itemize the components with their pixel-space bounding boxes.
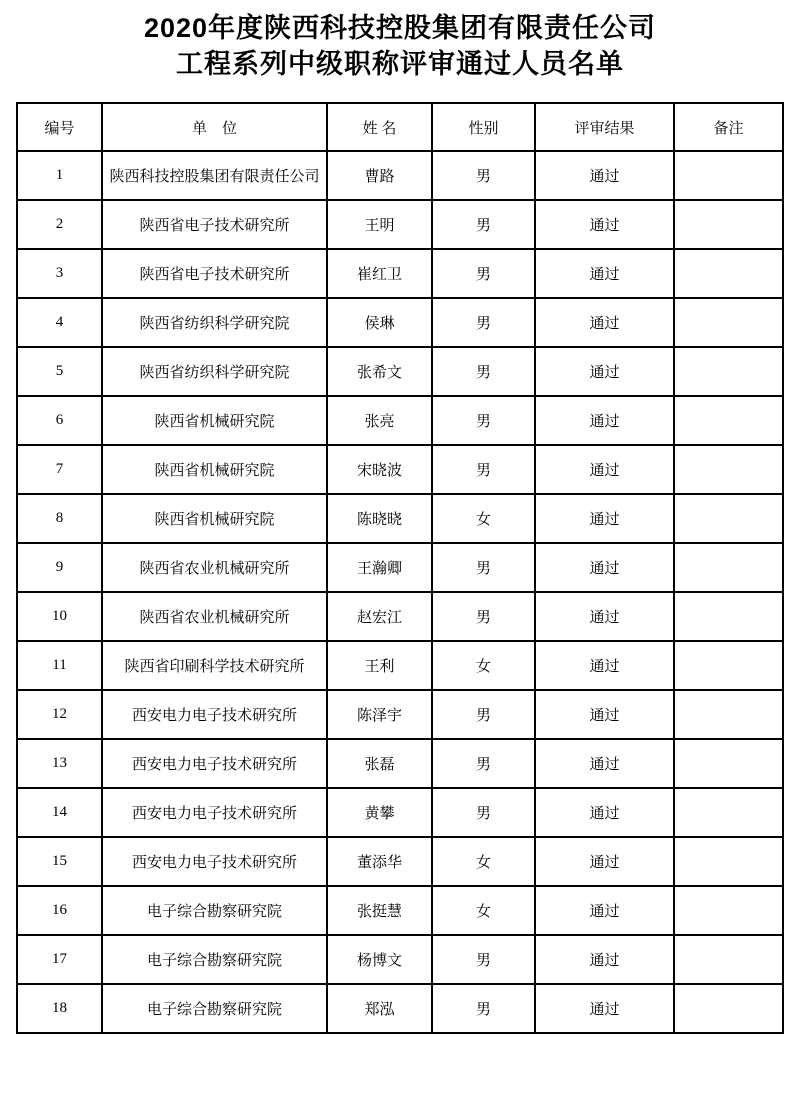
cell-no: 9 (17, 543, 102, 592)
cell-result: 通过 (535, 298, 674, 347)
cell-name: 宋晓波 (327, 445, 432, 494)
cell-unit: 陕西省农业机械研究所 (102, 543, 327, 592)
cell-remark (674, 592, 783, 641)
cell-unit: 西安电力电子技术研究所 (102, 837, 327, 886)
cell-remark (674, 543, 783, 592)
cell-no: 2 (17, 200, 102, 249)
cell-remark (674, 494, 783, 543)
cell-name: 王明 (327, 200, 432, 249)
cell-gender: 男 (432, 739, 535, 788)
cell-unit: 陕西省电子技术研究所 (102, 249, 327, 298)
cell-name: 崔红卫 (327, 249, 432, 298)
header-cell-remark: 备注 (674, 103, 783, 151)
cell-gender: 男 (432, 445, 535, 494)
table-row (17, 151, 783, 200)
table-row (17, 200, 783, 249)
cell-no: 3 (17, 249, 102, 298)
header-row (17, 103, 783, 151)
cell-name: 张挺慧 (327, 886, 432, 935)
cell-gender: 男 (432, 396, 535, 445)
cell-gender: 男 (432, 788, 535, 837)
cell-result: 通过 (535, 494, 674, 543)
cell-no: 14 (17, 788, 102, 837)
cell-result: 通过 (535, 935, 674, 984)
cell-gender: 女 (432, 494, 535, 543)
page-title-line2: 工程系列中级职称评审通过人员名单 (176, 49, 624, 79)
cell-remark (674, 837, 783, 886)
table-row (17, 886, 783, 935)
header-cell-name: 姓 名 (327, 103, 432, 151)
cell-name: 张磊 (327, 739, 432, 788)
cell-remark (674, 788, 783, 837)
cell-result: 通过 (535, 837, 674, 886)
cell-unit: 电子综合勘察研究院 (102, 886, 327, 935)
cell-gender: 男 (432, 151, 535, 200)
cell-name: 郑泓 (327, 984, 432, 1033)
cell-unit: 陕西省纺织科学研究院 (102, 347, 327, 396)
cell-gender: 男 (432, 200, 535, 249)
header-cell-unit: 单 位 (102, 103, 327, 151)
table-row (17, 249, 783, 298)
cell-unit: 陕西省机械研究院 (102, 445, 327, 494)
personnel-table (16, 102, 784, 1034)
cell-no: 16 (17, 886, 102, 935)
cell-gender: 男 (432, 984, 535, 1033)
table-row (17, 543, 783, 592)
cell-result: 通过 (535, 200, 674, 249)
cell-result: 通过 (535, 249, 674, 298)
cell-gender: 男 (432, 690, 535, 739)
cell-unit: 电子综合勘察研究院 (102, 935, 327, 984)
cell-name: 陈泽宇 (327, 690, 432, 739)
cell-unit: 西安电力电子技术研究所 (102, 788, 327, 837)
cell-remark (674, 298, 783, 347)
cell-gender: 男 (432, 592, 535, 641)
cell-remark (674, 200, 783, 249)
table-row (17, 494, 783, 543)
table-row (17, 298, 783, 347)
cell-no: 4 (17, 298, 102, 347)
cell-no: 15 (17, 837, 102, 886)
cell-unit: 陕西省机械研究院 (102, 396, 327, 445)
cell-gender: 男 (432, 935, 535, 984)
cell-remark (674, 935, 783, 984)
table-row (17, 984, 783, 1033)
cell-remark (674, 739, 783, 788)
cell-unit: 陕西省机械研究院 (102, 494, 327, 543)
cell-result: 通过 (535, 543, 674, 592)
cell-result: 通过 (535, 347, 674, 396)
cell-name: 董添华 (327, 837, 432, 886)
cell-unit: 陕西省电子技术研究所 (102, 200, 327, 249)
cell-remark (674, 641, 783, 690)
cell-no: 6 (17, 396, 102, 445)
cell-result: 通过 (535, 690, 674, 739)
cell-result: 通过 (535, 151, 674, 200)
cell-gender: 男 (432, 543, 535, 592)
page-title-line1: 2020年度陕西科技控股集团有限责任公司 (143, 13, 657, 43)
cell-name: 张希文 (327, 347, 432, 396)
cell-result: 通过 (535, 886, 674, 935)
table-row (17, 935, 783, 984)
cell-result: 通过 (535, 396, 674, 445)
cell-remark (674, 886, 783, 935)
cell-remark (674, 396, 783, 445)
cell-unit: 电子综合勘察研究院 (102, 984, 327, 1033)
cell-name: 王瀚卿 (327, 543, 432, 592)
cell-result: 通过 (535, 445, 674, 494)
cell-remark (674, 249, 783, 298)
cell-gender: 男 (432, 249, 535, 298)
cell-unit: 陕西省农业机械研究所 (102, 592, 327, 641)
cell-result: 通过 (535, 984, 674, 1033)
header-cell-result: 评审结果 (535, 103, 674, 151)
cell-gender: 女 (432, 886, 535, 935)
table-body (17, 151, 783, 1033)
page-title (0, 10, 800, 82)
cell-gender: 女 (432, 641, 535, 690)
cell-result: 通过 (535, 788, 674, 837)
cell-no: 10 (17, 592, 102, 641)
table-row (17, 592, 783, 641)
cell-no: 8 (17, 494, 102, 543)
cell-no: 12 (17, 690, 102, 739)
table-row (17, 788, 783, 837)
cell-remark (674, 445, 783, 494)
cell-name: 曹路 (327, 151, 432, 200)
cell-remark (674, 984, 783, 1033)
table-row (17, 347, 783, 396)
cell-name: 杨博文 (327, 935, 432, 984)
table-row (17, 837, 783, 886)
cell-remark (674, 151, 783, 200)
cell-no: 11 (17, 641, 102, 690)
cell-name: 黄攀 (327, 788, 432, 837)
header-cell-no: 编号 (17, 103, 102, 151)
cell-no: 7 (17, 445, 102, 494)
cell-gender: 女 (432, 837, 535, 886)
cell-unit: 陕西科技控股集团有限责任公司 (102, 151, 327, 200)
cell-result: 通过 (535, 592, 674, 641)
cell-unit: 西安电力电子技术研究所 (102, 690, 327, 739)
cell-result: 通过 (535, 641, 674, 690)
cell-remark (674, 347, 783, 396)
header-cell-gender: 性别 (432, 103, 535, 151)
cell-name: 陈晓晓 (327, 494, 432, 543)
cell-no: 18 (17, 984, 102, 1033)
cell-name: 赵宏江 (327, 592, 432, 641)
cell-no: 17 (17, 935, 102, 984)
table-row (17, 396, 783, 445)
table-row (17, 690, 783, 739)
cell-unit: 西安电力电子技术研究所 (102, 739, 327, 788)
cell-no: 1 (17, 151, 102, 200)
cell-no: 5 (17, 347, 102, 396)
cell-gender: 男 (432, 298, 535, 347)
cell-name: 张亮 (327, 396, 432, 445)
table-row (17, 739, 783, 788)
table-row (17, 445, 783, 494)
cell-name: 侯琳 (327, 298, 432, 347)
cell-unit: 陕西省印刷科学技术研究所 (102, 641, 327, 690)
cell-name: 王利 (327, 641, 432, 690)
cell-unit: 陕西省纺织科学研究院 (102, 298, 327, 347)
cell-no: 13 (17, 739, 102, 788)
cell-gender: 男 (432, 347, 535, 396)
cell-remark (674, 690, 783, 739)
cell-result: 通过 (535, 739, 674, 788)
table-row (17, 641, 783, 690)
